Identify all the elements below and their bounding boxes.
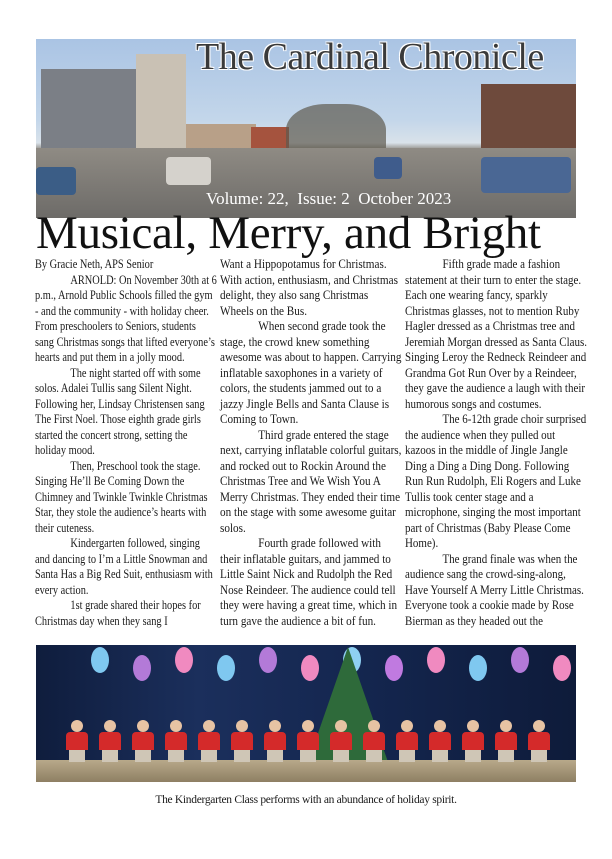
student-shirt bbox=[99, 732, 121, 750]
article-paragraph: The grand finale was when the audience sang the crowd-sing-along, Have Yourself A Merry Little Christmas. Everyone took a cookie made by Rose Bierman as they headed out the bbox=[405, 551, 584, 628]
student-legs bbox=[366, 750, 382, 762]
holiday-light-decoration bbox=[511, 647, 529, 673]
student bbox=[462, 720, 484, 762]
student-shirt bbox=[132, 732, 154, 750]
student-shirt bbox=[462, 732, 484, 750]
student-head bbox=[137, 720, 149, 732]
student-legs bbox=[432, 750, 448, 762]
student-legs bbox=[399, 750, 415, 762]
student-head bbox=[401, 720, 413, 732]
holiday-light-decoration bbox=[175, 647, 193, 673]
newspaper-title: The Cardinal Chronicle bbox=[196, 39, 544, 78]
student bbox=[528, 720, 550, 762]
issue-info: Volume: 22, Issue: 2 October 2023 bbox=[206, 189, 452, 208]
holiday-light-decoration bbox=[427, 647, 445, 673]
student-head bbox=[170, 720, 182, 732]
holiday-light-decoration bbox=[133, 655, 151, 681]
student-legs bbox=[69, 750, 85, 762]
holiday-light-decoration bbox=[259, 647, 277, 673]
student-head bbox=[269, 720, 281, 732]
holiday-light-decoration bbox=[469, 655, 487, 681]
article-paragraph: The night started off with some solos. Adalei Tullis sang Silent Night. Following her, Lindsay Christensen sang The First Noel. Those eighth grade girls started the concert strong, setting the holiday mood. bbox=[35, 365, 205, 457]
article-column-1 bbox=[35, 257, 217, 644]
student-legs bbox=[531, 750, 547, 762]
student-shirt bbox=[396, 732, 418, 750]
article-paragraph: When second grade took the stage, the crowd knew something awesome was about to happen. Carrying inflatable saxophones in a variety of colors, the students jammed out to a jazzy Jingle Bells and Santa Clause is Coming to Town. bbox=[220, 319, 402, 426]
article-paragraph: Kindergarten followed, singing and dancing to I’m a Little Snowman and Santa Has a Big Red Suit, enthusiasm with every action. bbox=[35, 536, 213, 597]
article-paragraph: ARNOLD: On November 30th at 6 p.m., Arnold Public Schools filled the gym - and the community - with holiday cheer. From preschoolers to Seniors, students sang Christmas songs that lifted everyone’s hearts and put them in a jolly mood. bbox=[35, 272, 217, 364]
car bbox=[481, 157, 571, 193]
student-head bbox=[71, 720, 83, 732]
photo-caption: The Kindergarten Class performs with an abundance of holiday spirit. bbox=[155, 794, 457, 806]
student-shirt bbox=[231, 732, 253, 750]
student-legs bbox=[135, 750, 151, 762]
stage-floor bbox=[36, 760, 576, 782]
article-paragraph: The 6-12th grade choir surprised the audience when they pulled out kazoos in the middle of Jingle Jangle Ding a Ding a Ding Dong. Following Run Run Rudolph, Eli Rogers and Luke Tullis took center stage and a microphone, singing the most important part of Christmas (Baby Please Come Home). bbox=[405, 412, 587, 550]
student bbox=[231, 720, 253, 762]
student-shirt bbox=[66, 732, 88, 750]
student-shirt bbox=[198, 732, 220, 750]
student-head bbox=[500, 720, 512, 732]
student bbox=[363, 720, 385, 762]
student bbox=[99, 720, 121, 762]
student-legs bbox=[465, 750, 481, 762]
student-shirt bbox=[363, 732, 385, 750]
article-paragraph: Third grade entered the stage next, carrying inflatable colorful guitars, and rocked out to Rockin Around the Christmas Tree and We Wish You A Merry Christmas. They ended their time on the stage with some awesome guitar solos. bbox=[220, 427, 402, 535]
student bbox=[297, 720, 319, 762]
article-paragraph: By Gracie Neth, APS Senior bbox=[35, 257, 154, 271]
article-paragraph: Fifth grade made a fashion statement at their turn to enter the stage. Each one wearing fancy, sparkly Christmas glasses, not to mention Ruby Hagler dressed as a Christmas tree and Jeremiah Morgan dressed as Santa Claus. Singing Leroy the Redneck Reindeer and Grandma Got Run Over by a Reindeer, they gave the audience a laugh with their humorous songs and costumes. bbox=[405, 257, 587, 411]
car bbox=[166, 157, 211, 185]
student-shirt bbox=[165, 732, 187, 750]
student-head bbox=[302, 720, 314, 732]
student bbox=[429, 720, 451, 762]
column-text bbox=[35, 257, 217, 629]
student bbox=[165, 720, 187, 762]
student bbox=[495, 720, 517, 762]
student-legs bbox=[300, 750, 316, 762]
student bbox=[132, 720, 154, 762]
student-shirt bbox=[330, 732, 352, 750]
student-head bbox=[104, 720, 116, 732]
article-paragraph: 1st grade shared their hopes for Christmas day when they sang I bbox=[35, 598, 201, 628]
student bbox=[330, 720, 352, 762]
article-paragraph: Then, Preschool took the stage. Singing He’ll Be Coming Down the Chimney and Twinkle Twinkle Christmas Star, they stole the audience’s hearts with their cuteness. bbox=[35, 458, 208, 535]
car bbox=[374, 157, 402, 179]
student-legs bbox=[102, 750, 118, 762]
student-head bbox=[236, 720, 248, 732]
student-head bbox=[203, 720, 215, 732]
student-legs bbox=[267, 750, 283, 762]
student-legs bbox=[168, 750, 184, 762]
student bbox=[396, 720, 418, 762]
kindergarten-class-photo bbox=[36, 645, 576, 782]
masthead-street-photo bbox=[36, 39, 576, 218]
holiday-light-decoration bbox=[217, 655, 235, 681]
student bbox=[66, 720, 88, 762]
student-head bbox=[335, 720, 347, 732]
student-shirt bbox=[495, 732, 517, 750]
car bbox=[36, 167, 76, 195]
holiday-light-decoration bbox=[553, 655, 571, 681]
column-text bbox=[405, 257, 587, 629]
student-shirt bbox=[528, 732, 550, 750]
article-column-3 bbox=[405, 257, 587, 644]
article-paragraph: Want a Hippopotamus for Christmas. With action, enthusiasm, and Christmas delight, they also sang Christmas Wheels on the Bus. bbox=[220, 257, 398, 318]
article-column-2 bbox=[220, 257, 402, 644]
student-head bbox=[533, 720, 545, 732]
student-legs bbox=[498, 750, 514, 762]
student-shirt bbox=[429, 732, 451, 750]
student-head bbox=[434, 720, 446, 732]
student-head bbox=[368, 720, 380, 732]
article-paragraph: Fourth grade followed with their inflatable guitars, and jammed to Little Saint Nick and Rudolph the Red Nose Reindeer. The audience could tell they were having a great time, which in turn gave the audience a bit of fun. bbox=[220, 536, 398, 628]
student-shirt bbox=[264, 732, 286, 750]
holiday-light-decoration bbox=[91, 647, 109, 673]
student-shirt bbox=[297, 732, 319, 750]
student-legs bbox=[234, 750, 250, 762]
column-text bbox=[220, 257, 402, 629]
student-legs bbox=[333, 750, 349, 762]
student-legs bbox=[201, 750, 217, 762]
student bbox=[264, 720, 286, 762]
article-headline: Musical, Merry, and Bright bbox=[36, 207, 541, 259]
student-head bbox=[467, 720, 479, 732]
student bbox=[198, 720, 220, 762]
